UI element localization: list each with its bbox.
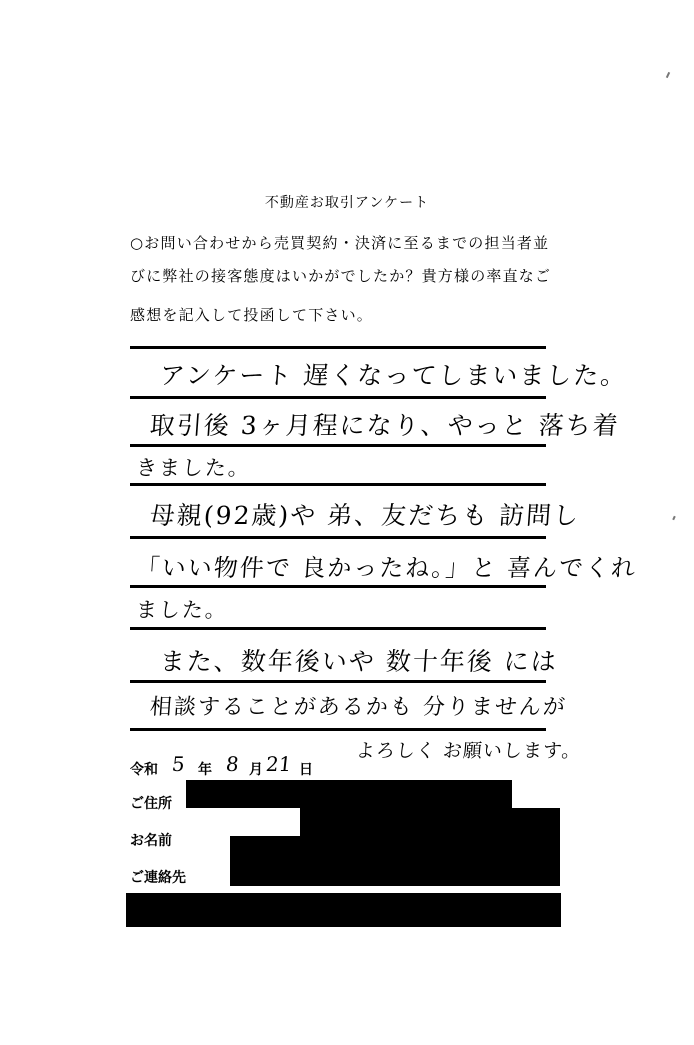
answer-rule [130,536,546,539]
answer-rule [130,585,546,588]
answer-line-6: ました。 [135,598,229,622]
form-title: 不動産お取引アンケート [264,195,430,211]
contact-label: ご連絡先 [130,870,186,886]
answer-rule [130,346,546,349]
answer-line-3: きました。 [135,456,252,480]
answer-line-8: 相談することがあるかも 分りませんが [148,695,568,720]
date-day-unit: 日 [299,762,313,778]
date-year-unit: 年 [198,762,212,778]
answer-line-9: よろしく お願いします。 [355,740,583,762]
date-era: 令和 [130,762,158,778]
contact-redaction [126,893,561,927]
answer-rule [130,728,546,731]
name-label: お名前 [130,833,172,849]
question-line-3: 感想を記入して投函して下さい。 [130,306,374,324]
question-line-2: びに弊社の接客態度はいかがでしたか？貴方様の率直なご [130,267,552,285]
name-redaction-lower [230,836,560,886]
date-month-unit: 月 [249,762,263,778]
answer-line-1: アンケート 遅くなってしまいました。 [158,361,629,390]
answer-line-5: 「いい物件で 良かったね。」と 喜んでくれ [134,554,639,582]
date-day: 21 [264,752,293,776]
answer-rule [130,627,546,630]
answer-rule [130,396,546,399]
answer-rule [130,444,546,447]
address-redaction [186,780,512,808]
date-month: 8 [224,752,240,776]
scan-speck [666,72,670,78]
answer-rule [130,680,546,683]
answer-line-2: 取引後 3ヶ月程になり、やっと 落ち着 [148,411,621,440]
scan-speck [672,516,676,520]
answer-line-7: また、数年後いや 数十年後 には [158,647,559,676]
date-year: 5 [170,752,186,776]
question-line-1: ○お問い合わせから売買契約・決済に至るまでの担当者並 [130,234,550,252]
address-label: ご住所 [130,796,172,812]
answer-rule [130,483,546,486]
answer-line-4: 母親(92歳)や 弟、友だちも 訪問し [148,501,582,530]
name-redaction-upper [300,808,560,838]
